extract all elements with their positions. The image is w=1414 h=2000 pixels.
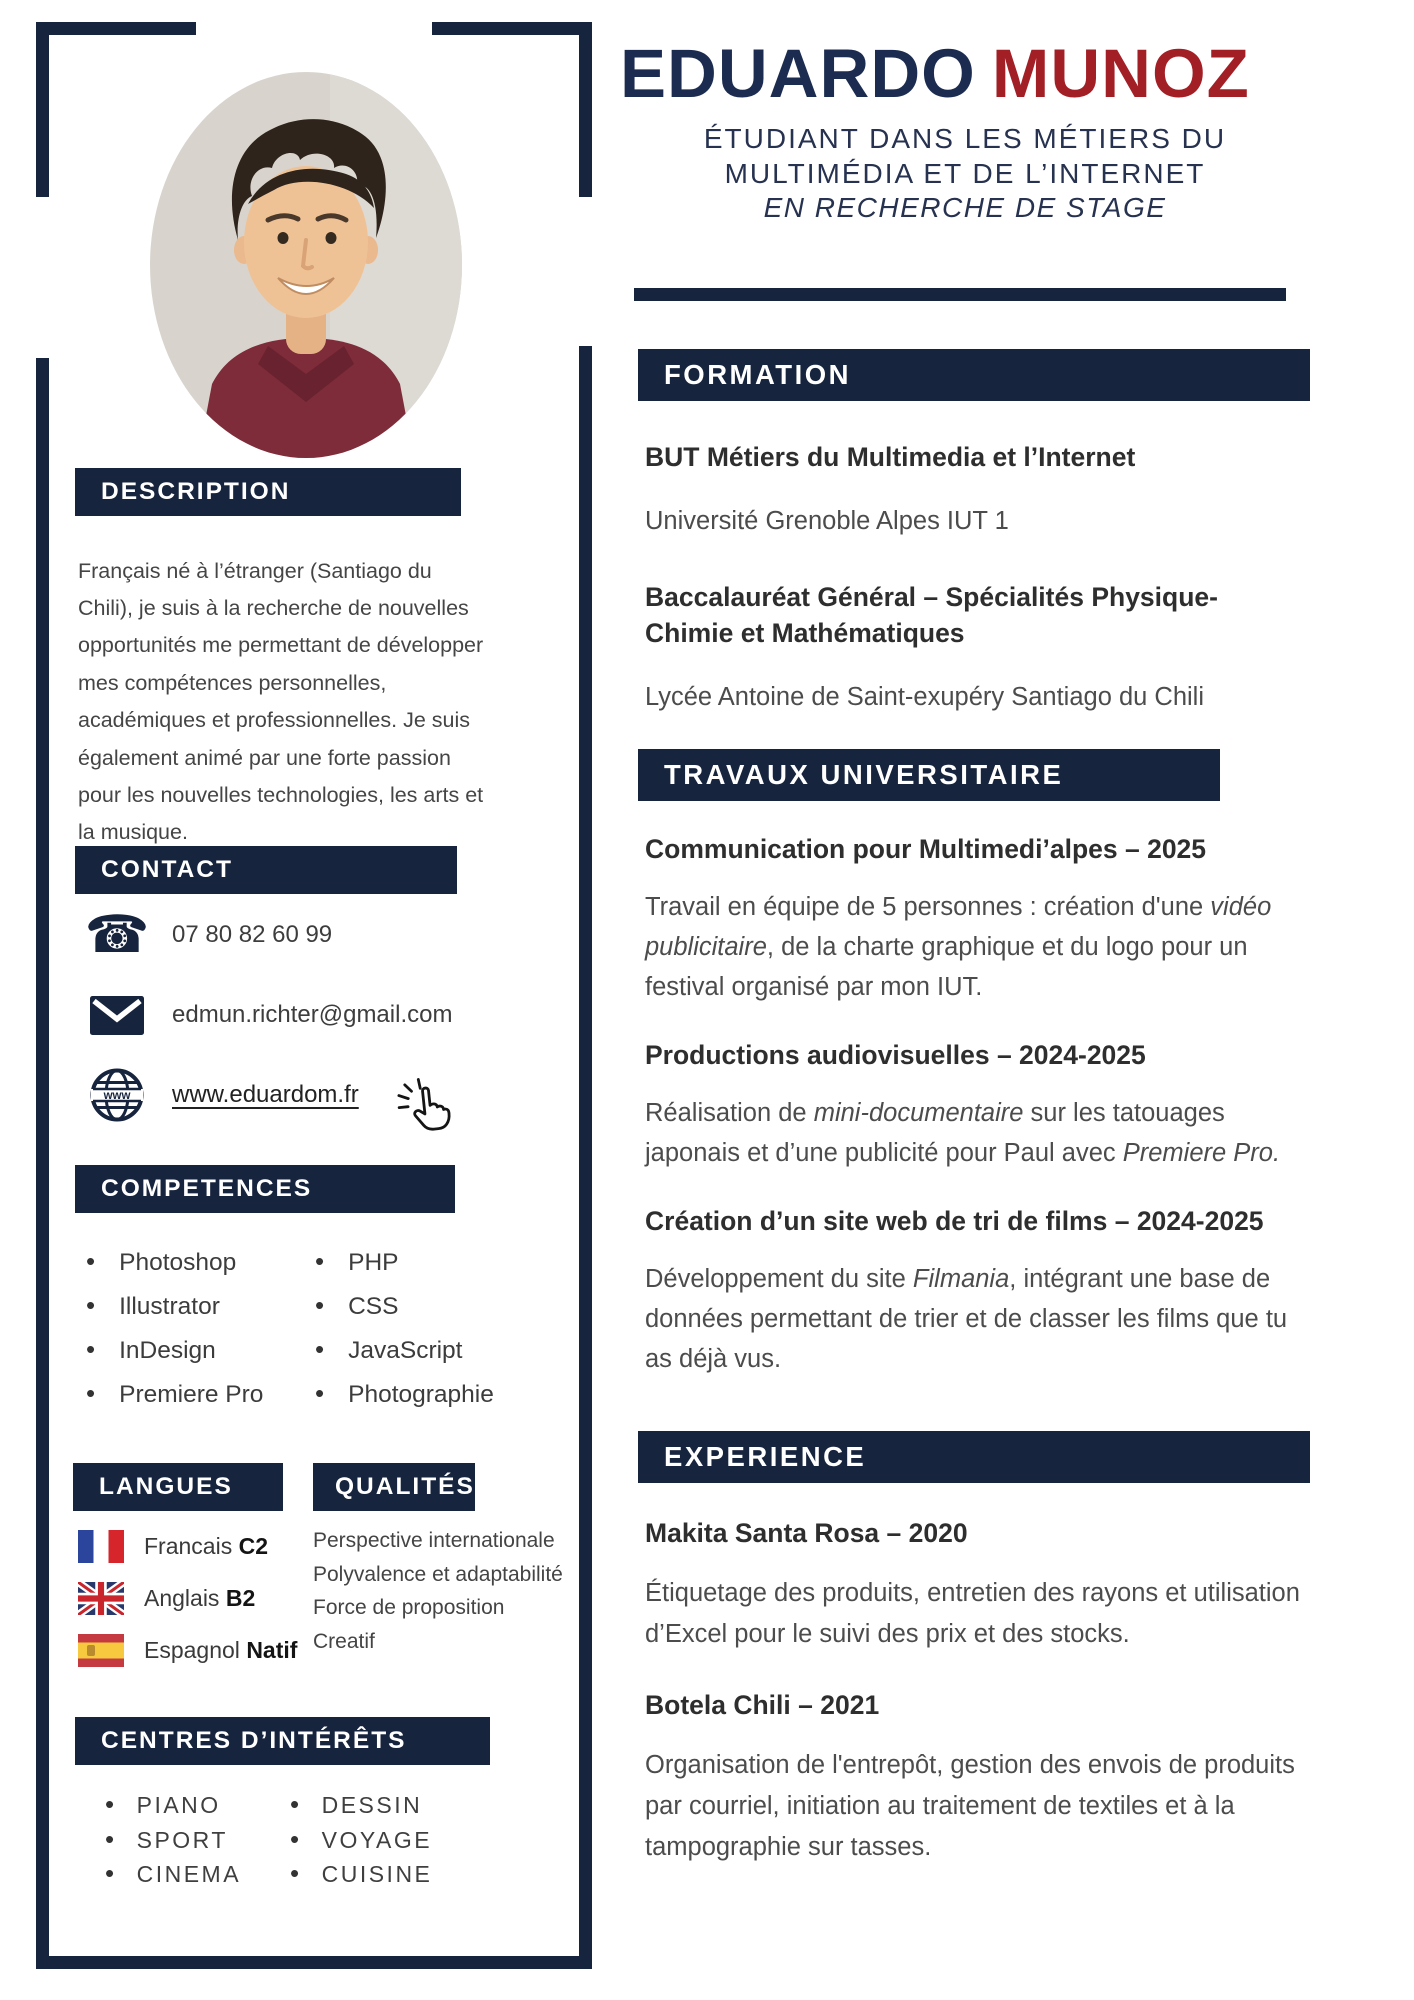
language-label: Francais C2 [144,1532,268,1559]
bullet-icon: • [86,1334,96,1364]
bullet-icon: • [86,1378,96,1408]
travaux-list [620,831,1310,1379]
desc-segment: vidéo publicitaire [645,892,1272,961]
contact-text: edmun.richter@gmail.com [172,1001,453,1028]
competence-item-label: Photographie [348,1381,494,1408]
desc-segment: Travail en équipe de 5 personnes : création d'une [645,892,1211,921]
bullet-icon: • [105,1823,117,1854]
quality-item: Polyvalence et adaptabilité [313,1562,563,1586]
interest-item [290,1788,432,1823]
contact-list [86,906,506,1146]
page-title [620,36,1310,112]
description-header: DESCRIPTION [75,468,461,516]
desc-segment: Développement du site [645,1264,913,1293]
formation-list [620,439,1310,717]
interests-column-2 [290,1788,432,1892]
phone-icon: ☎ [84,905,150,965]
competence-item [86,1372,263,1416]
interest-item [105,1857,241,1892]
contact-header: CONTACT [75,846,457,894]
experience-item-desc: Étiquetage des produits, entretien des rayons et utilisation d’Excel pour le suivi des prix et des stocks. [645,1578,1300,1648]
competence-item-label: Premiere Pro [119,1381,264,1408]
frame-middle-rule [579,346,592,1969]
competence-item-label: Photoshop [119,1249,237,1276]
bullet-icon: • [86,1246,96,1276]
experience-item-title: Makita Santa Rosa – 2020 [645,1517,968,1548]
bullet-icon: • [315,1334,325,1364]
contact-row [86,906,506,964]
competences-header: COMPETENCES [75,1165,455,1213]
competences-column-1 [86,1240,263,1416]
interest-item [290,1823,432,1858]
competence-item [315,1284,494,1328]
contact-text: 07 80 82 60 99 [172,921,333,948]
experience-item-title: Botela Chili – 2021 [645,1689,880,1720]
france-flag [78,1530,124,1563]
contact-row [86,986,506,1044]
language-label: Anglais B2 [144,1584,256,1611]
experience-item-desc: Organisation de l'entrepôt, gestion des envois de produits par courriel, initiation au traitement de textiles et à la tampographie sur tasses. [645,1750,1295,1861]
competence-item-label: Illustrator [119,1293,220,1320]
formation-item-title: BUT Métiers du Multimedia et l’Internet [645,441,1136,472]
competence-item-label: PHP [348,1249,399,1276]
travaux-item-title: Communication pour Multimedi’alpes – 2025 [645,833,1207,864]
bullet-icon: • [315,1290,325,1320]
travaux-header: TRAVAUX UNIVERSITAIRE [638,749,1220,801]
avatar-illustration [150,72,462,458]
interest-item-label: SPORT [136,1826,228,1853]
subtitle-line-3: EN RECHERCHE DE STAGE [763,192,1167,223]
competence-item [86,1328,263,1372]
interest-item [105,1788,241,1823]
competence-item [86,1240,263,1284]
travaux-item [645,1203,1305,1379]
desc-segment: sur les tatouages japonais et d’une publicité pour Paul avec [645,1098,1225,1167]
qualites-header: QUALITÉS [313,1463,475,1511]
globe-icon [86,1067,148,1123]
interest-item-label: PIANO [136,1792,221,1818]
last-name: MUNOZ [991,35,1250,112]
uk-flag [78,1582,124,1615]
langues-list [78,1520,297,1676]
competence-item-label: CSS [348,1293,399,1320]
quality-item: Creatif [313,1629,375,1653]
quality-item: Perspective internationale [313,1529,555,1552]
bullet-icon: • [290,1789,302,1819]
header-divider-rule [634,288,1286,301]
bullet-icon: • [86,1290,96,1320]
subtitle-line-2: MULTIMÉDIA ET DE L’INTERNET [724,157,1206,189]
desc-segment: Premiere Pro. [1122,1138,1281,1167]
bullet-icon: • [290,1823,302,1854]
competence-item-label: InDesign [119,1337,216,1364]
svg-text:www: www [103,1089,131,1102]
frame-top-right-bracket-vertical [579,22,592,197]
frame-top-right-bracket-horizontal [432,22,592,35]
competence-item-label: JavaScript [348,1337,463,1364]
bullet-icon: • [315,1378,325,1408]
language-level: C2 [238,1532,268,1559]
travaux-item-desc [645,887,1305,1007]
frame-top-left-bracket-vertical [36,22,49,197]
formation-header: FORMATION [638,349,1310,401]
language-level: B2 [225,1584,256,1611]
quality-item: Force de proposition [313,1596,505,1620]
qualites-list [313,1524,563,1658]
interests-column-1 [105,1788,241,1892]
subtitle-line-1: ÉTUDIANT DANS LES MÉTIERS DU [703,123,1227,154]
travaux-item [645,1037,1305,1173]
subtitle [620,122,1310,226]
spain-flag [78,1634,124,1667]
description-text: Français né à l’étranger (Santiago du Chili), je suis à la recherche de nouvelles opportunités me permettant de développer mes compétences personnelles, académiques et professionnelles. Je suis également animé par une forte passion pour les nouvelles technologies, les arts et la musique. [78,558,484,845]
interest-item-label: DESSIN [321,1792,423,1818]
bullet-icon: • [105,1789,117,1819]
bullet-icon: • [290,1858,302,1888]
competence-item [315,1240,494,1284]
desc-segment: , intégrant une base de données permettant de trier et de classer les films que tu as déjà vus. [645,1264,1288,1373]
first-name: EDUARDO [620,35,976,112]
language-row [78,1624,297,1676]
formation-item [645,579,1305,717]
desc-segment: Filmania [912,1264,1010,1293]
click-hand-icon[interactable] [390,1074,458,1136]
desc-segment: , de la charte graphique et du logo pour un festival organisé par mon IUT. [645,932,1248,1001]
formation-item-detail: Université Grenoble Alpes IUT 1 [645,506,1009,535]
frame-bottom-rule [36,1956,592,1969]
interest-item [105,1823,241,1858]
travaux-item-title: Productions audiovisuelles – 2024-2025 [645,1039,1146,1070]
competence-item [86,1284,263,1328]
langues-header: LANGUES [73,1463,283,1511]
travaux-item-desc [645,1259,1305,1379]
desc-segment: Réalisation de [645,1098,814,1127]
website-link[interactable]: www.eduardom.fr [172,1081,359,1108]
experience-item [645,1515,1305,1655]
mail-icon [86,996,148,1035]
language-row [78,1520,297,1572]
competence-item [315,1328,494,1372]
language-label: Espagnol Natif [144,1636,298,1663]
formation-item [645,439,1305,541]
frame-top-left-bracket-horizontal [36,22,196,35]
main-column [620,36,1310,1868]
experience-list [620,1515,1310,1868]
interest-item-label: CUISINE [321,1861,433,1887]
contact-row [86,1066,506,1124]
travaux-item-desc [645,1093,1305,1173]
language-row [78,1572,297,1624]
bullet-icon: • [105,1858,117,1888]
formation-item-detail: Lycée Antoine de Saint-exupéry Santiago du Chili [645,682,1205,711]
experience-header: EXPERIENCE [638,1431,1310,1483]
interest-item [290,1857,432,1892]
interest-item-label: CINEMA [136,1861,242,1887]
language-level: Natif [246,1636,298,1663]
frame-left-rule [36,358,49,1969]
profile-photo [150,72,462,458]
formation-item-title: Baccalauréat Général – Spécialités Physique-Chimie et Mathématiques [645,581,1218,648]
competence-item [315,1372,494,1416]
bullet-icon: • [315,1246,325,1276]
competences-column-2 [315,1240,494,1416]
desc-segment: mini-documentaire [813,1098,1024,1127]
interest-item-label: VOYAGE [321,1826,433,1853]
travaux-item-title: Création d’un site web de tri de films – 2024-2025 [645,1205,1264,1236]
experience-item [645,1687,1305,1868]
travaux-item [645,831,1305,1007]
interests-header: CENTRES D’INTÉRÊTS [75,1717,490,1765]
